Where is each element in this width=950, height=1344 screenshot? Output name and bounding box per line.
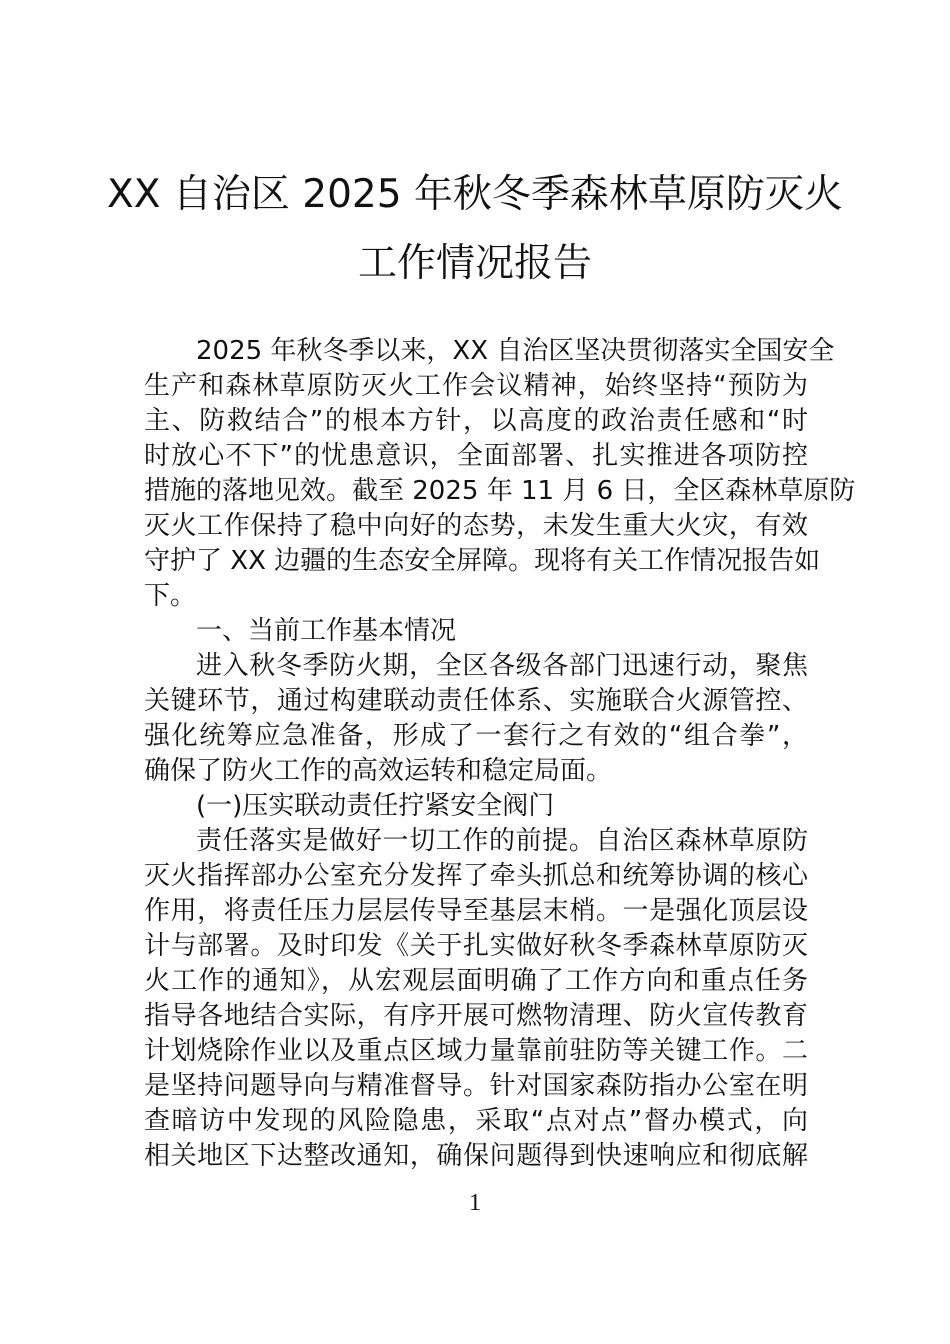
paragraph-line: 指导各地结合实际，有序开展可燃物清理、防火宣传教育 bbox=[144, 1001, 808, 1031]
paragraph-line: 进入秋冬季防火期，全区各级各部门迅速行动，聚焦 bbox=[196, 651, 808, 681]
document-title-line-1: XX 自治区 2025 年秋冬季森林草原防灭火 bbox=[107, 172, 843, 217]
paragraph-line: 作用，将责任压力层层传导至基层末梢。一是强化顶层设 bbox=[144, 896, 808, 926]
document-body bbox=[144, 334, 856, 1174]
paragraph-line: 是坚持问题导向与精准督导。针对国家森防指办公室在明 bbox=[144, 1071, 808, 1101]
paragraph-line: 生产和森林草原防灭火工作会议精神，始终坚持“预防为 bbox=[144, 371, 808, 401]
paragraph-line: 主、防救结合”的根本方针，以高度的政治责任感和“时 bbox=[144, 406, 808, 436]
paragraph-line: 火工作的通知》，从宏观层面明确了工作方向和重点任务 bbox=[144, 966, 808, 996]
paragraph-line: 责任落实是做好一切工作的前提。自治区森林草原防 bbox=[196, 826, 808, 856]
paragraph-line: 相关地区下达整改通知，确保问题得到快速响应和彻底解 bbox=[144, 1141, 808, 1171]
paragraph-line: 查暗访中发现的风险隐患，采取“点对点”督办模式，向 bbox=[144, 1106, 808, 1136]
paragraph-line: 灭火工作保持了稳中向好的态势，未发生重大火灾，有效 bbox=[144, 511, 808, 541]
paragraph-line: 计与部署。及时印发《关于扎实做好秋冬季森林草原防灭 bbox=[144, 931, 808, 961]
paragraph-line: 强化统筹应急准备，形成了一套行之有效的“组合拳”， bbox=[144, 721, 808, 751]
document-title-line-2: 工作情况报告 bbox=[357, 241, 592, 286]
paragraph-line: 守护了 XX 边疆的生态安全屏障。现将有关工作情况报告如 bbox=[144, 546, 821, 576]
paragraph-line: 2025 年秋冬季以来，XX 自治区坚决贯彻落实全国安全 bbox=[196, 336, 835, 366]
page-number: 1 bbox=[469, 1190, 481, 1216]
section-heading: 一、当前工作基本情况 bbox=[196, 616, 457, 646]
paragraph-line: 下。 bbox=[144, 581, 197, 611]
paragraph-line: 计划烧除作业以及重点区域力量靠前驻防等关键工作。二 bbox=[144, 1036, 808, 1066]
paragraph-line: 措施的落地见效。截至 2025 年 11 月 6 日，全区森林草原防 bbox=[144, 476, 856, 506]
paragraph-line: 确保了防火工作的高效运转和稳定局面。 bbox=[144, 756, 613, 786]
paragraph-line: 灭火指挥部办公室充分发挥了牵头抓总和统筹协调的核心 bbox=[144, 861, 808, 891]
paragraph-line: 关键环节，通过构建联动责任体系、实施联合火源管控、 bbox=[144, 686, 808, 716]
subsection-heading: (一)压实联动责任拧紧安全阀门 bbox=[196, 791, 555, 821]
paragraph-line: 时放心不下”的忧患意识，全面部署、扎实推进各项防控 bbox=[144, 441, 808, 471]
